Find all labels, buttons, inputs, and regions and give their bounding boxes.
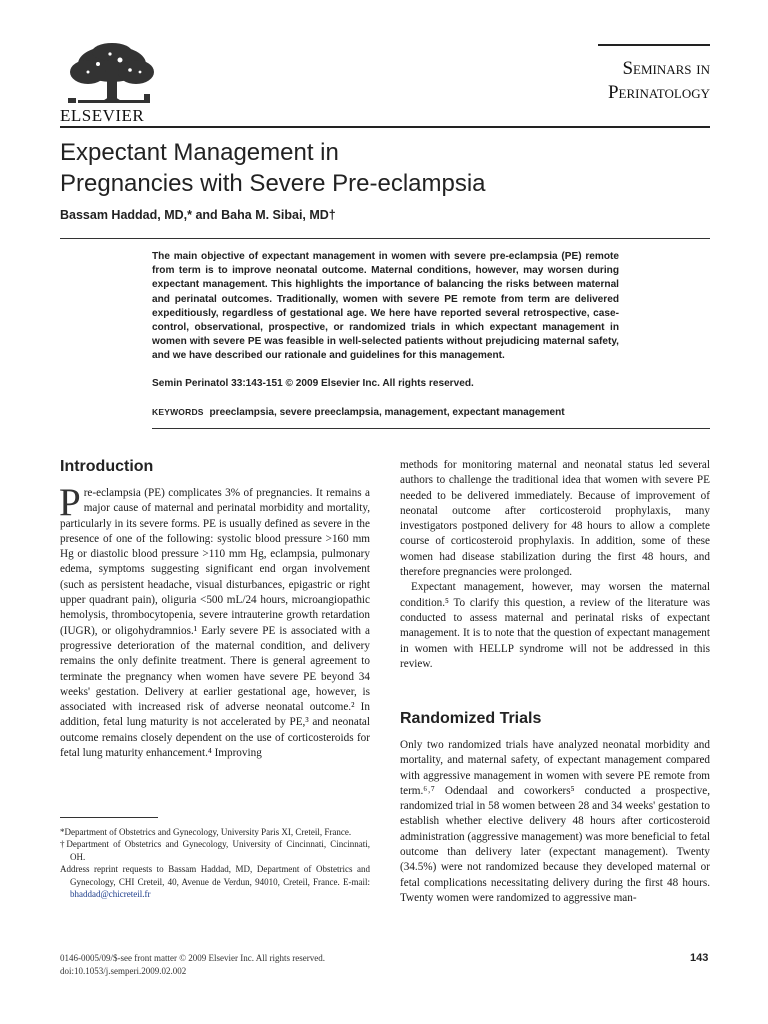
- right-column-text: [400, 458, 710, 672]
- intro-paragraph-1: [59, 481, 370, 761]
- title-rule: [60, 238, 710, 239]
- article-title: [60, 137, 700, 199]
- randomized-paragraph-1: Only two randomized trials have analyzed neonatal morbidity and mortality, and maternal safety, of expectant management compared with aggressive management in women with severe PE remote from term.⁶˒⁷ Odendaal and coworkers⁵ conducted a prospective, randomized trial in 58 women between 28 and 34 weeks' gestation to establish whether elective delivery 48 hours after corticosteroid administration (aggressive management) was more beneficial to fetal outcome than delivery later (expectant management). Twenty (34.5%) were not randomized because they developed maternal or fetal complications necessitating delivery during the first 48 hours. Twenty women were randomized to aggressive man-: [400, 739, 710, 904]
- intro-paragraph-3: Expectant management, however, may worsen the maternal condition.⁵ To clarify this question, a review of the literature was conducted to assess maternal and perinatal risks of expectant management. It is to note that the question of expectant management in women with HELLP syndrome will not be addressed in this review.: [400, 581, 710, 670]
- randomized-trials-text: [400, 738, 710, 906]
- author-list: Bassam Haddad, MD,* and Baha M. Sibai, MD†: [60, 208, 336, 222]
- footnote-rule: [60, 817, 158, 818]
- copyright-footer: [60, 952, 325, 978]
- keywords-label: KEYWORDS: [152, 407, 204, 417]
- footnote-affiliation-1: *Department of Obstetrics and Gynecology, University Paris XI, Creteil, France.: [60, 827, 352, 837]
- publisher-name: ELSEVIER: [60, 106, 145, 125]
- header-rule: [60, 126, 710, 128]
- title-line1: Expectant Management in: [60, 139, 339, 166]
- doi-line: doi:10.1053/j.semperi.2009.02.002: [60, 966, 187, 976]
- journal-name-line1: Seminars in: [622, 58, 710, 79]
- keywords: [152, 407, 565, 418]
- page-number: 143: [690, 952, 709, 964]
- left-column-text: [59, 481, 370, 761]
- citation: Semin Perinatol 33:143-151 © 2009 Elsevier Inc. All rights reserved.: [152, 378, 474, 389]
- footnote-reprint-address: [60, 863, 370, 900]
- journal-name-line2: Perinatology: [607, 82, 710, 103]
- issn-line: 0146-0005/09/$-see front matter © 2009 Elsevier Inc. All rights reserved.: [60, 953, 326, 963]
- title-line2: Pregnancies with Severe Pre-eclampsia: [60, 170, 486, 197]
- journal-name: [598, 44, 710, 106]
- intro-paragraph-2: methods for monitoring maternal and neonatal status led several authors to challenge the traditional idea that women with severe PE needed to be delivered immediately. Because of improvement of neonatal outcome after corticosteroid prophylaxis, many investigators postponed delivery for 48 hours to allow a complete course of corticosteroid prophylaxis. In addition, some of these women had disease stabilization during the first 48 hours, and therefore pregnancies were prolonged.: [400, 459, 710, 579]
- footnote-affiliation-2: †Department of Obstetrics and Gynecology, University of Cincinnati, Cincinnati, OH.: [60, 839, 370, 862]
- email-link[interactable]: bhaddad@chicreteil.fr: [70, 889, 151, 900]
- reprint-address-text: Address reprint requests to Bassam Haddad, MD, Department of Obstetrics and Gynecology, CHI Creteil, 40, Avenue de Verdun, 94010, Creteil, France. E-mail:: [60, 864, 370, 887]
- keywords-list: preeclampsia, severe preeclampsia, management, expectant management: [209, 407, 565, 418]
- drop-cap: P: [59, 481, 81, 524]
- section-heading-introduction: Introduction: [60, 458, 154, 475]
- intro-paragraph-1-text: re-eclampsia (PE) complicates 3% of pregnancies. It remains a major cause of maternal and perinatal morbidity and mortality, particularly in its severe forms. PE is usually defined as severe in the presence of one of the following: systolic blood pressure >160 mm Hg or diastolic blood pressure >110 mm Hg, eclampsia, pulmonary edema, symptoms suggesting significant end organ involvement (such as persistent headache, visual disturbances, epigastric or right upper quadrant pain), oliguria <500 mL/24 hours, microangiopathic hemolysis, thrombocytopenia, severe intrauterine growth retardation (IUGR), or oligohydramnios.¹ Early severe PE is associated with a progressive deterioration of the maternal condition, and delivery remains the only definite treatment. There is general agreement to terminate the pregnancy when women have severe PE beyond 34 weeks' gestation. Delivery at earlier gestational age, however, is associated with increased risk of adverse neonatal outcome.² In addition, fetal lung maturity is not accelerated by PE,³ and neonatal outcome remains closely dependent on the use of corticosteroids for fetal lung maturity enhancement.⁴ Improving: [60, 487, 370, 760]
- affiliation-footnotes: [60, 826, 370, 900]
- journal-rule: [598, 44, 710, 46]
- section-heading-randomized-trials: Randomized Trials: [400, 710, 542, 727]
- abstract-rule: [152, 428, 710, 429]
- abstract: The main objective of expectant management in women with severe pre-eclampsia (PE) remote from term is to improve neonatal outcome. Maternal conditions, however, may worsen during expectant management. This highlights the importance of balancing the risks between maternal and perinatal outcomes. Traditionally, women with severe PE remote from term are delivered expeditiously, regardless of gestational age. We here have reported several retrospective, case-control, observational, prospective, or randomized trials in which expectant management in women with severe PE was feasible in well-selected patients without prejudicing maternal safety, and we have described our rationale and guidelines for this management.: [152, 251, 619, 362]
